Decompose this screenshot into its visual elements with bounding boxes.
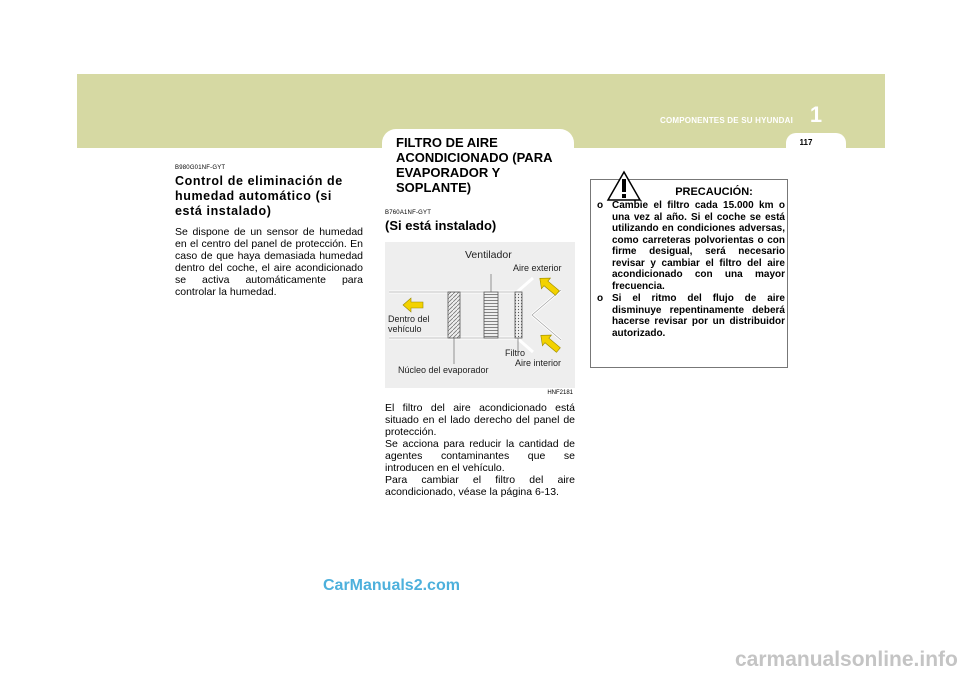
vehicle-label: Dentro del vehículo — [388, 314, 430, 334]
caution-box — [590, 179, 788, 368]
blower-fan — [484, 292, 498, 338]
caution-item — [597, 293, 785, 339]
evaporator-core — [448, 292, 460, 338]
caution-item-text: Cambie el filtro cada 15.000 km o una vez al año. Si el coche se está utilizando en condiciones adversas, como carreteras polvorientas o con firme desigual, será necesario revisar y cambiar el filtro del aire acondicionado con una mayor frecuencia. — [612, 200, 785, 292]
filter-code: B760A1NF-GYT — [385, 210, 432, 216]
watermark-carmanualsonline[interactable]: carmanualsonline.info — [735, 648, 958, 671]
filter-body — [385, 402, 575, 498]
caution-bullet: o — [597, 293, 604, 304]
caution-item-text: Si el ritmo del flujo de aire disminuye repentinamente deberá hacerse revisar por un distribuidor autorizado. — [612, 293, 785, 339]
section-title: FILTRO DE AIRE ACONDICIONADO (PARA EVAPORADOR Y SOPLANTE) — [396, 135, 552, 195]
filter-column — [385, 210, 575, 498]
vehicle-arrow — [403, 298, 423, 312]
caution-list — [597, 200, 785, 340]
outside-air-label: Aire exterior — [513, 263, 562, 273]
chapter-number: 1 — [809, 102, 823, 127]
flap-edge — [532, 290, 561, 340]
humidity-heading: Control de eliminación de humedad automático (si está instalado) — [175, 174, 343, 218]
figure-code: HNF2181 — [547, 390, 573, 396]
watermark-carmanuals2[interactable]: CarManuals2.com — [323, 577, 460, 594]
filter-label: Filtro — [505, 348, 525, 358]
fan-label: Ventilador — [465, 249, 512, 261]
filter-heading: (Si está instalado) — [385, 218, 497, 233]
caution-title: PRECAUCIÓN: — [675, 186, 753, 198]
air-flow-figure — [385, 242, 575, 396]
caution-bullet: o — [597, 200, 604, 211]
flap — [532, 290, 561, 340]
air-filter — [515, 292, 522, 338]
chapter-title: COMPONENTES DE SU HYUNDAI — [659, 116, 793, 125]
outside-air-arrow — [535, 273, 562, 299]
humidity-body: Se dispone de un sensor de humedad en el centro del panel de protección. En caso de que haya demasiada humedad dentro del coche, el aire acondicionado se activa automáticamente para controlar la humedad. — [175, 226, 363, 298]
humidity-code: B980G01NF-GYT — [175, 165, 226, 171]
caution-item — [597, 200, 785, 292]
inside-air-arrow — [536, 330, 563, 356]
evaporator-core-label: Núcleo del evaporador — [398, 365, 489, 375]
filter-body-p2: Se acciona para reducir la cantidad de agentes contaminantes que se introducen en el vehículo. — [385, 438, 575, 474]
page-number: 117 — [799, 138, 813, 147]
filter-body-p3: Para cambiar el filtro del aire acondicionado, véase la página 6-13. — [385, 474, 575, 498]
inside-air-label: Aire interior — [515, 358, 562, 368]
filter-body-p1: El filtro del aire acondicionado está situado en el lado derecho del panel de protección. — [385, 402, 575, 438]
humidity-control-column — [175, 165, 363, 298]
